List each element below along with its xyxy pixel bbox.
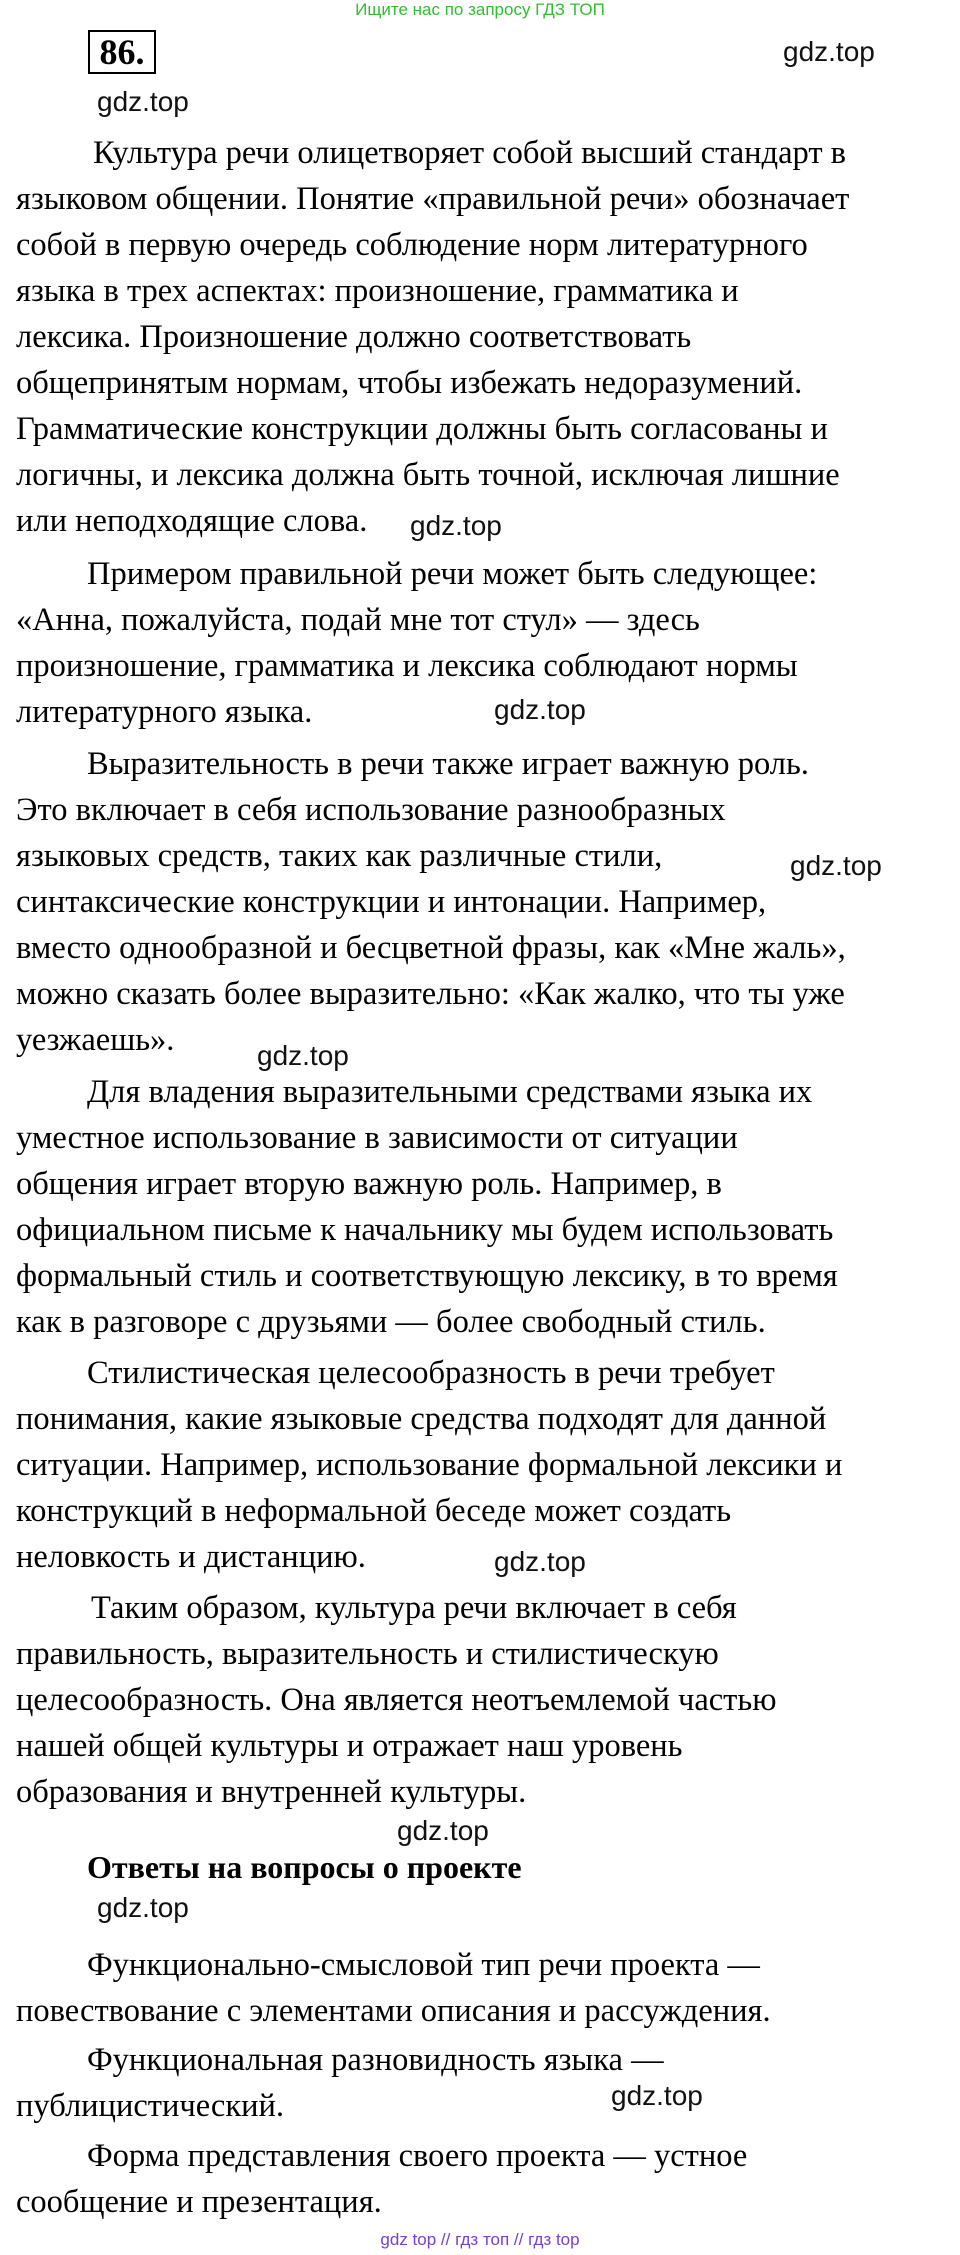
- watermark: gdz.top: [494, 694, 586, 725]
- text-line: уместное использование в зависимости от ситуации: [16, 1120, 738, 1156]
- watermark: gdz.top: [790, 850, 882, 881]
- text-line: общения играет вторую важную роль. Например, в: [16, 1166, 722, 1202]
- watermark: gdz.top: [410, 510, 502, 541]
- watermark: gdz.top: [494, 1546, 586, 1577]
- text-line: Форма представления своего проекта — устное: [87, 2138, 748, 2174]
- text-line: нашей общей культуры и отражает наш уровень: [16, 1728, 683, 1764]
- watermark: gdz.top: [257, 1040, 349, 1071]
- text-line: логичны, и лексика должна быть точной, исключая лишние: [16, 457, 840, 493]
- text-line: языковом общении. Понятие «правильной речи» обозначает: [16, 181, 850, 217]
- text-line: синтаксические конструкции и интонации. Например,: [16, 884, 767, 920]
- text-line: публицистический.: [16, 2088, 285, 2124]
- text-line: образования и внутренней культуры.: [16, 1774, 527, 1810]
- text-line: собой в первую очередь соблюдение норм литературного: [16, 227, 808, 263]
- top-banner[interactable]: Ищите нас по запросу ГДЗ ТОП: [355, 0, 605, 19]
- text-line: языковых средств, таких как различные стили,: [16, 838, 663, 874]
- text-line: «Анна, пожалуйста, подай мне тот стул» — здесь: [16, 602, 700, 638]
- text-line: неловкость и дистанцию.: [16, 1539, 366, 1575]
- section-heading: Ответы на вопросы о проекте: [87, 1849, 522, 1885]
- text-line: Выразительность в речи также играет важную роль.: [87, 746, 809, 782]
- text-line: общепринятым нормам, чтобы избежать недоразумений.: [16, 365, 803, 401]
- text-line: произношение, грамматика и лексика соблюдают нормы: [16, 648, 798, 684]
- footer-links[interactable]: gdz top // гдз топ // гдз top: [380, 2230, 580, 2249]
- text-line: Функциональная разновидность языка —: [87, 2042, 664, 2078]
- watermark: gdz.top: [97, 1892, 189, 1923]
- text-line: официальном письме к начальнику мы будем использовать: [16, 1212, 834, 1248]
- text-line: Примером правильной речи может быть следующее:: [87, 556, 818, 592]
- watermark: gdz.top: [397, 1815, 489, 1846]
- text-line: ситуации. Например, использование формальной лексики и: [16, 1447, 843, 1483]
- text-line: литературного языка.: [16, 694, 313, 730]
- text-line: или неподходящие слова.: [16, 503, 368, 539]
- text-line: Это включает в себя использование разнообразных: [16, 792, 726, 828]
- watermark: gdz.top: [611, 2080, 703, 2111]
- text-line: правильность, выразительность и стилистическую: [16, 1636, 719, 1672]
- text-line: языка в трех аспектах: произношение, грамматика и: [16, 273, 739, 309]
- text-line: Таким образом, культура речи включает в себя: [91, 1590, 737, 1626]
- text-line: как в разговоре с друзьями — более свободный стиль.: [16, 1304, 766, 1340]
- watermark: gdz.top: [97, 86, 189, 117]
- text-line: целесообразность. Она является неотъемлемой частью: [16, 1682, 777, 1718]
- text-line: Функционально-смысловой тип речи проекта —: [87, 1947, 760, 1983]
- text-line: конструкций в неформальной беседе может создать: [16, 1493, 732, 1529]
- text-line: повествование с элементами описания и рассуждения.: [16, 1993, 771, 2029]
- text-line: уезжаешь».: [16, 1022, 175, 1058]
- exercise-number: 86.: [88, 30, 156, 74]
- text-line: вместо однообразной и бесцветной фразы, как «Мне жаль»,: [16, 930, 846, 966]
- text-line: можно сказать более выразительно: «Как жалко, что ты уже: [16, 976, 845, 1012]
- text-line: сообщение и презентация.: [16, 2184, 382, 2220]
- text-line: Для владения выразительными средствами языка их: [87, 1074, 813, 1110]
- text-line: лексика. Произношение должно соответствовать: [16, 319, 692, 355]
- text-line: Стилистическая целесообразность в речи требует: [87, 1355, 775, 1391]
- text-line: формальный стиль и соответствующую лексику, в то время: [16, 1258, 838, 1294]
- text-line: Культура речи олицетворяет собой высший стандарт в: [93, 135, 847, 171]
- text-line: Грамматические конструкции должны быть согласованы и: [16, 411, 828, 447]
- text-line: понимания, какие языковые средства подходят для данной: [16, 1401, 827, 1437]
- watermark: gdz.top: [783, 36, 875, 67]
